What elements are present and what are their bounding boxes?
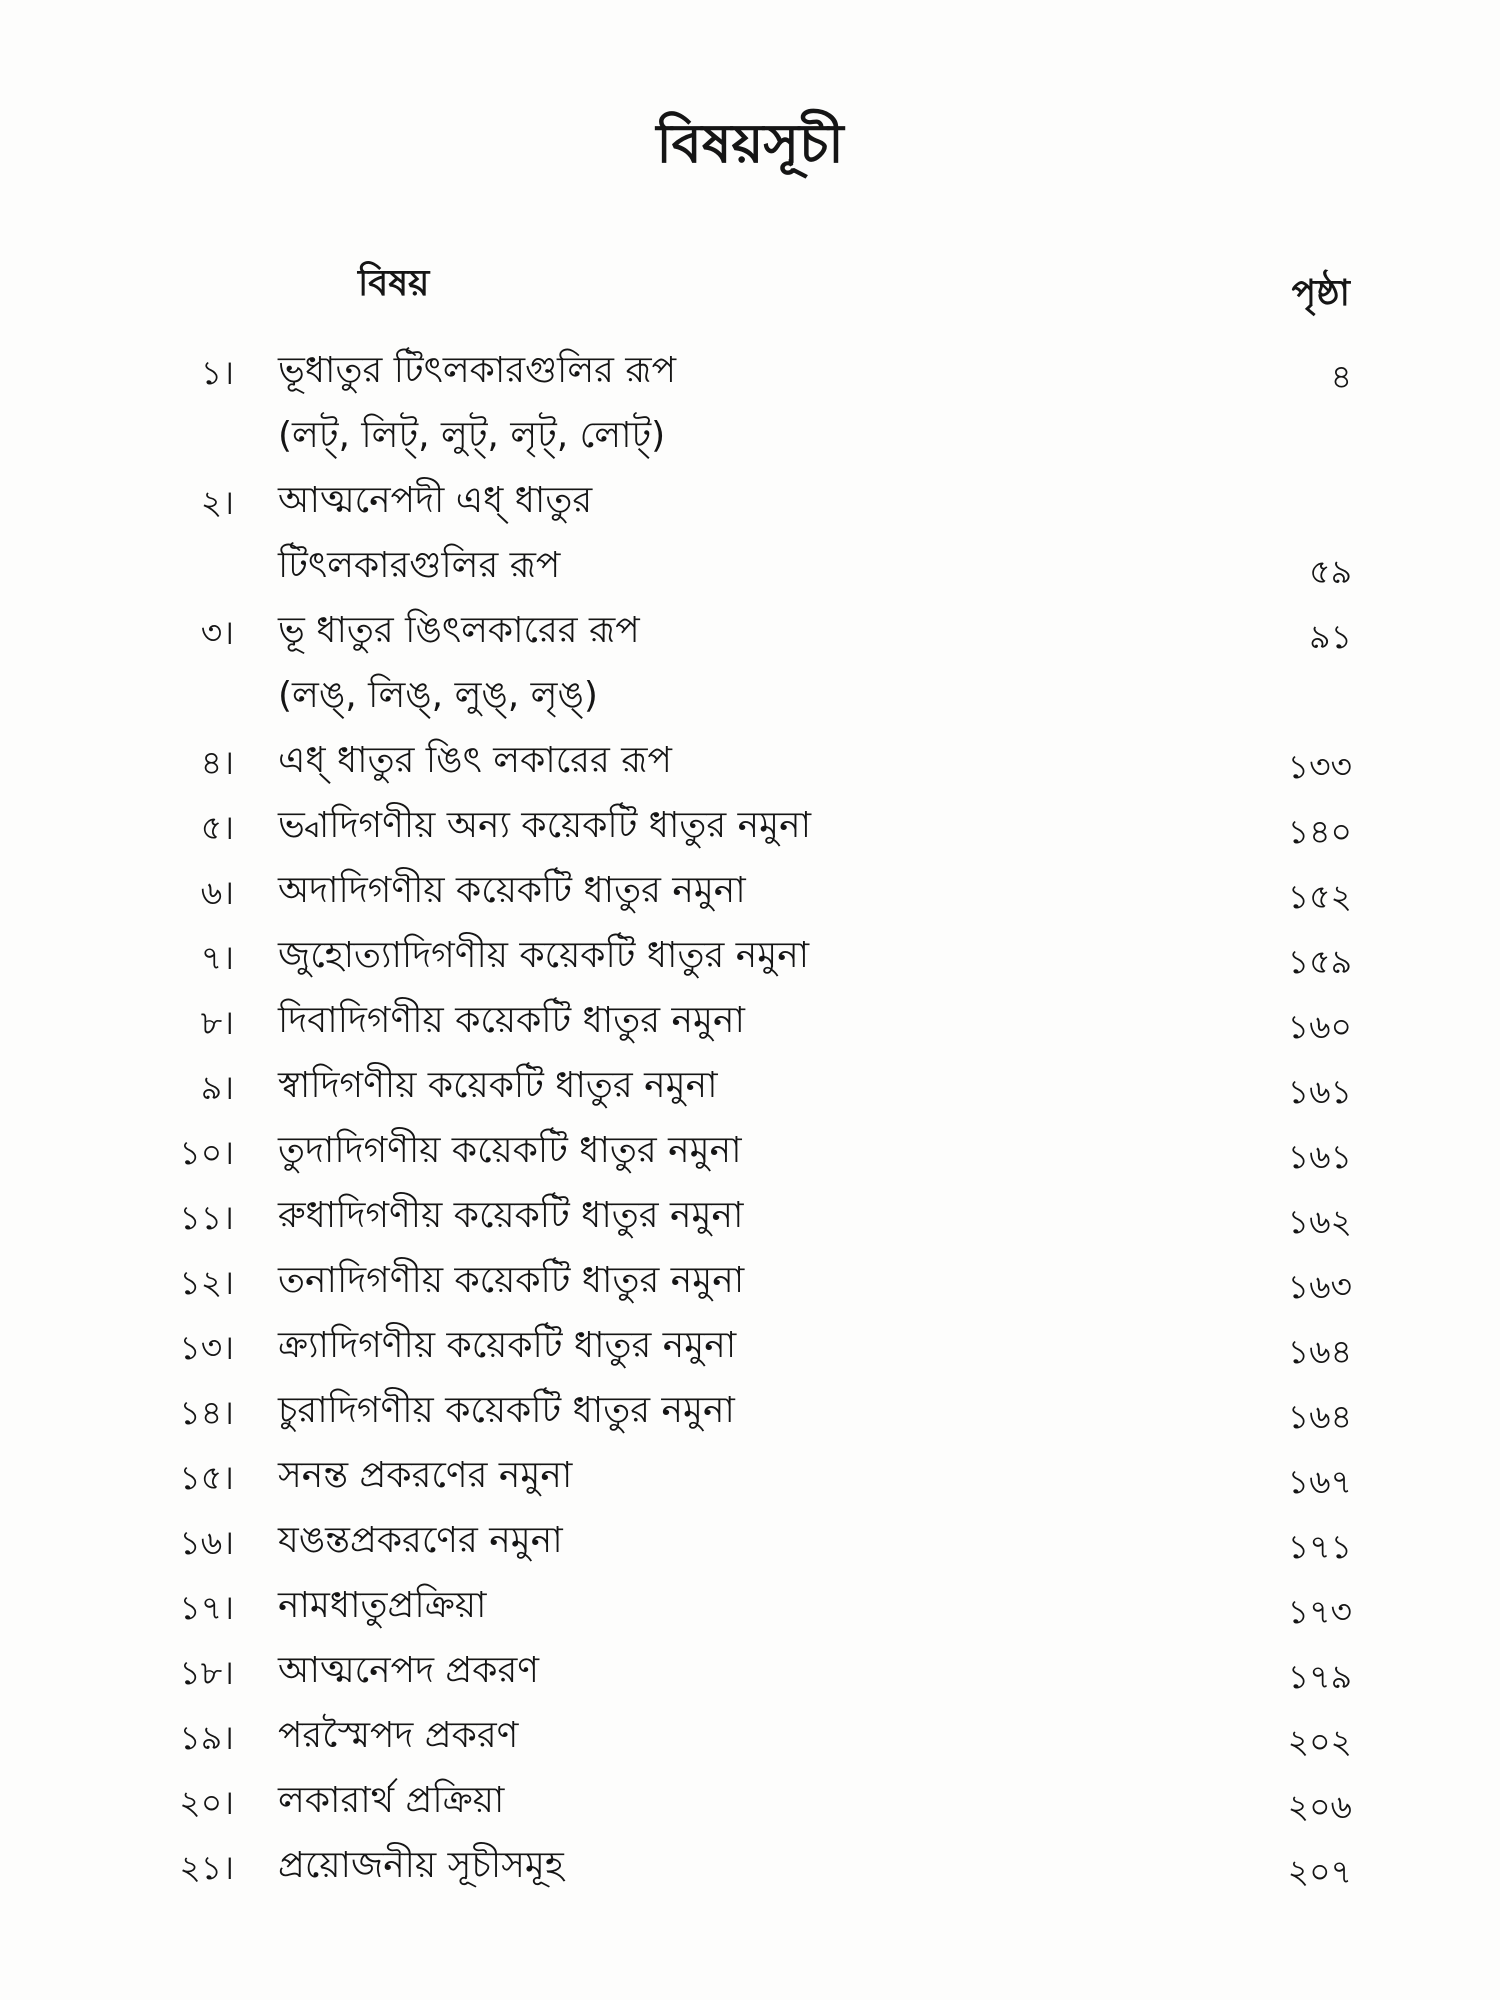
page-column-header: পৃষ্ঠা bbox=[1291, 273, 1350, 314]
toc-entry-page-number: ১৫২ bbox=[1287, 877, 1352, 916]
toc-entry-line bbox=[0, 1775, 1500, 1840]
toc-entry-page-number: ৪ bbox=[1330, 357, 1352, 396]
toc-entry-title: এধ্ ধাতুর ঙিৎ লকারের রূপ bbox=[278, 740, 672, 781]
toc-entry-page-number: ৫৯ bbox=[1309, 552, 1352, 591]
toc-entry-title: অদাদিগণীয় কয়েকটি ধাতুর নমুনা bbox=[278, 870, 746, 911]
toc-entry-number: ১৯। bbox=[179, 1718, 234, 1757]
toc-entry-title: তুদাদিগণীয় কয়েকটি ধাতুর নমুনা bbox=[278, 1130, 742, 1171]
toc-entry-page-number: ২০২ bbox=[1287, 1722, 1352, 1761]
toc-entry-line bbox=[0, 1580, 1500, 1645]
toc-entry-title: প্রয়োজনীয় সূচীসমূহ bbox=[278, 1845, 564, 1886]
toc-entry-number: ৩। bbox=[200, 613, 234, 652]
toc-entry-page-number: ১৭১ bbox=[1287, 1527, 1352, 1566]
toc-entry-title: (লঙ্, লিঙ্, লুঙ্, লৃঙ্) bbox=[278, 675, 598, 716]
toc-entry-number: ৮। bbox=[200, 1003, 234, 1042]
toc-entry bbox=[0, 1255, 1500, 1320]
toc-entry-title: টিৎলকারগুলির রূপ bbox=[278, 545, 561, 586]
toc-entry-line bbox=[0, 1710, 1500, 1775]
toc-entry-number: ১৭। bbox=[179, 1588, 234, 1627]
toc-entry-title: লকারার্থ প্রক্রিয়া bbox=[278, 1780, 505, 1821]
toc-entry-line bbox=[0, 1125, 1500, 1190]
toc-entry-line bbox=[0, 995, 1500, 1060]
toc-entry-line bbox=[0, 540, 1500, 605]
toc-entry-line bbox=[0, 475, 1500, 540]
toc-entry-title: ভ্বাদিগণীয় অন্য কয়েকটি ধাতুর নমুনা bbox=[278, 805, 812, 846]
toc-entry-number: ২০। bbox=[179, 1783, 234, 1822]
toc-entry-number: ১৮। bbox=[179, 1653, 234, 1692]
toc-entry-title: ভূধাতুর টিৎলকারগুলির রূপ bbox=[278, 350, 677, 391]
toc-entry-title: নামধাতুপ্রক্রিয়া bbox=[278, 1585, 487, 1626]
toc-entry bbox=[0, 1450, 1500, 1515]
toc-entry bbox=[0, 345, 1500, 475]
toc-entry-page-number: ১৩৩ bbox=[1287, 747, 1352, 786]
toc-entry bbox=[0, 475, 1500, 605]
toc-entry-title: ক্র্যাদিগণীয় কয়েকটি ধাতুর নমুনা bbox=[278, 1325, 737, 1366]
toc-entry-title: আত্মনেপদ প্রকরণ bbox=[278, 1650, 540, 1691]
toc-entry bbox=[0, 1125, 1500, 1190]
toc-entry bbox=[0, 1775, 1500, 1840]
toc-list bbox=[0, 345, 1500, 1905]
toc-entry-number: ৭। bbox=[200, 938, 234, 977]
page-title: বিষয়সূচী bbox=[656, 112, 844, 175]
toc-entry-page-number: ৯১ bbox=[1309, 617, 1352, 656]
toc-entry-number: ১৪। bbox=[179, 1393, 234, 1432]
toc-entry-page-number: ১৬০ bbox=[1287, 1007, 1352, 1046]
toc-entry-title: দিবাদিগণীয় কয়েকটি ধাতুর নমুনা bbox=[278, 1000, 745, 1041]
toc-entry-line bbox=[0, 1320, 1500, 1385]
toc-entry-page-number: ১৪০ bbox=[1287, 812, 1352, 851]
toc-entry-title: যঙন্তপ্রকরণের নমুনা bbox=[278, 1520, 563, 1561]
toc-entry-line bbox=[0, 1645, 1500, 1710]
toc-entry-page-number: ১৬৭ bbox=[1287, 1462, 1352, 1501]
toc-entry bbox=[0, 1710, 1500, 1775]
toc-entry-number: ২১। bbox=[179, 1848, 234, 1887]
toc-entry bbox=[0, 1580, 1500, 1645]
subject-column-header: বিষয় bbox=[358, 263, 430, 304]
toc-entry-number: ১। bbox=[200, 353, 234, 392]
toc-entry-line bbox=[0, 410, 1500, 475]
toc-entry-line bbox=[0, 670, 1500, 735]
toc-entry bbox=[0, 1515, 1500, 1580]
toc-entry bbox=[0, 1320, 1500, 1385]
toc-entry-line bbox=[0, 1190, 1500, 1255]
toc-entry-number: ১২। bbox=[179, 1263, 234, 1302]
toc-entry bbox=[0, 1645, 1500, 1710]
toc-entry-page-number: ১৬৩ bbox=[1287, 1267, 1352, 1306]
toc-entry-line bbox=[0, 605, 1500, 670]
toc-entry-title: জুহোত্যাদিগণীয় কয়েকটি ধাতুর নমুনা bbox=[278, 935, 810, 976]
toc-entry-line bbox=[0, 1255, 1500, 1320]
toc-entry bbox=[0, 1060, 1500, 1125]
toc-entry-page-number: ১৬৪ bbox=[1287, 1397, 1352, 1436]
toc-entry-number: ১৩। bbox=[179, 1328, 234, 1367]
toc-entry-number: ৪। bbox=[200, 743, 234, 782]
toc-entry bbox=[0, 800, 1500, 865]
toc-entry-line bbox=[0, 1060, 1500, 1125]
toc-entry-number: ১৬। bbox=[179, 1523, 234, 1562]
toc-entry-page-number: ১৭৩ bbox=[1287, 1592, 1352, 1631]
toc-entry-title: চুরাদিগণীয় কয়েকটি ধাতুর নমুনা bbox=[278, 1390, 735, 1431]
toc-entry-line bbox=[0, 1385, 1500, 1450]
toc-entry-title: আত্মনেপদী এধ্ ধাতুর bbox=[278, 480, 593, 521]
toc-entry bbox=[0, 1385, 1500, 1450]
toc-entry-number: ৫। bbox=[200, 808, 234, 847]
toc-entry-number: ২। bbox=[200, 483, 234, 522]
toc-entry-title: সনন্ত প্রকরণের নমুনা bbox=[278, 1455, 573, 1496]
toc-entry-page-number: ২০৬ bbox=[1287, 1787, 1352, 1826]
toc-entry-page-number: ১৬২ bbox=[1287, 1202, 1352, 1241]
toc-entry-title: (লট্, লিট্, লুট্, লৃট্, লোট্) bbox=[278, 415, 666, 456]
toc-entry-line bbox=[0, 735, 1500, 800]
toc-entry bbox=[0, 1840, 1500, 1905]
toc-entry bbox=[0, 930, 1500, 995]
toc-entry-number: ১১। bbox=[179, 1198, 234, 1237]
toc-entry-number: ১০। bbox=[179, 1133, 234, 1172]
toc-entry-line bbox=[0, 1450, 1500, 1515]
toc-entry-line bbox=[0, 800, 1500, 865]
toc-entry bbox=[0, 1190, 1500, 1255]
toc-entry bbox=[0, 995, 1500, 1060]
toc-entry-page-number: ২০৭ bbox=[1287, 1852, 1352, 1891]
toc-entry-title: ভূ ধাতুর ঙিৎলকারের রূপ bbox=[278, 610, 640, 651]
toc-entry-title: স্বাদিগণীয় কয়েকটি ধাতুর নমুনা bbox=[278, 1065, 718, 1106]
toc-entry-title: পরস্মৈপদ প্রকরণ bbox=[278, 1715, 519, 1756]
toc-entry-page-number: ১৬১ bbox=[1287, 1072, 1352, 1111]
toc-entry-page-number: ১৭৯ bbox=[1287, 1657, 1352, 1696]
toc-entry-line bbox=[0, 1515, 1500, 1580]
toc-entry-number: ৯। bbox=[200, 1068, 234, 1107]
toc-entry bbox=[0, 735, 1500, 800]
toc-entry-page-number: ১৬১ bbox=[1287, 1137, 1352, 1176]
toc-entry-line bbox=[0, 345, 1500, 410]
toc-entry bbox=[0, 605, 1500, 735]
toc-entry-line bbox=[0, 930, 1500, 995]
toc-entry-number: ১৫। bbox=[179, 1458, 234, 1497]
toc-entry-title: রুধাদিগণীয় কয়েকটি ধাতুর নমুনা bbox=[278, 1195, 744, 1236]
toc-entry-page-number: ১৬৪ bbox=[1287, 1332, 1352, 1371]
toc-entry-line bbox=[0, 865, 1500, 930]
toc-entry-page-number: ১৫৯ bbox=[1287, 942, 1352, 981]
toc-entry-line bbox=[0, 1840, 1500, 1905]
toc-entry bbox=[0, 865, 1500, 930]
toc-entry-title: তনাদিগণীয় কয়েকটি ধাতুর নমুনা bbox=[278, 1260, 745, 1301]
toc-entry-number: ৬। bbox=[200, 873, 234, 912]
